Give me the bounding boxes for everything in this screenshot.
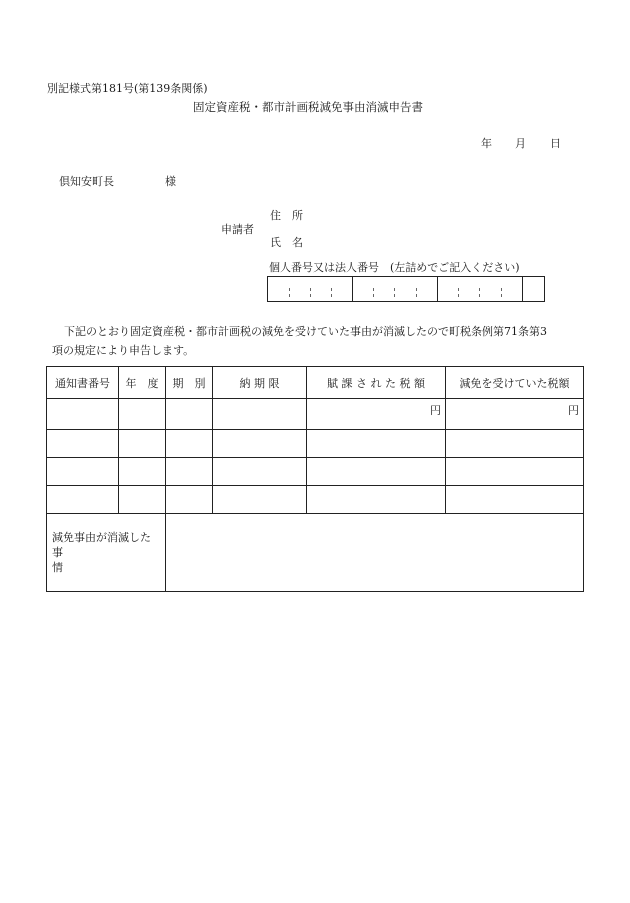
exempted-tax-cell[interactable] — [446, 486, 584, 514]
notice-number-cell[interactable] — [47, 430, 119, 458]
addressee-honorific: 様 — [165, 175, 176, 188]
digit-tick — [458, 288, 459, 297]
header-fiscal-year: 年 度 — [119, 367, 166, 399]
table-header-row — [47, 367, 584, 399]
reason-input-cell[interactable] — [166, 514, 584, 592]
reason-row — [47, 514, 584, 592]
applicant-label: 申請者 — [221, 223, 254, 236]
assessed-tax-cell[interactable] — [307, 430, 446, 458]
table-row — [47, 458, 584, 486]
fiscal-year-cell[interactable] — [119, 430, 166, 458]
id-number-field[interactable] — [267, 276, 545, 302]
reason-label-char-2: 情 — [52, 561, 63, 574]
header-exempted-tax: 減免を受けていた税額 — [446, 367, 584, 399]
header-notice-number: 通知書番号 — [47, 367, 119, 399]
installment-cell[interactable] — [166, 430, 213, 458]
date-day-label: 日 — [550, 137, 561, 150]
digit-group-divider — [522, 277, 523, 301]
form-title: 固定資産税・都市計画税減免事由消滅申告書 — [193, 100, 423, 114]
installment-cell[interactable] — [166, 399, 213, 430]
tax-table — [46, 366, 584, 592]
reason-label-cell — [47, 514, 166, 592]
reason-label-char-1: 事 — [52, 546, 63, 559]
form-reference: 別記様式第181号(第139条関係) — [47, 82, 208, 95]
fiscal-year-cell[interactable] — [119, 458, 166, 486]
table-row — [47, 486, 584, 514]
date-year-label: 年 — [481, 137, 492, 150]
exempted-tax-cell[interactable] — [446, 430, 584, 458]
installment-cell[interactable] — [166, 486, 213, 514]
assessed-tax-cell[interactable]: 円 — [307, 399, 446, 430]
table-row — [47, 430, 584, 458]
header-assessed-tax: 賦 課 さ れ た 税 額 — [307, 367, 446, 399]
digit-tick — [373, 288, 374, 297]
installment-cell[interactable] — [166, 458, 213, 486]
digit-group-divider — [352, 277, 353, 301]
body-text-line-2: 項の規定により申告します。 — [52, 344, 195, 357]
due-date-cell[interactable] — [213, 458, 307, 486]
digit-tick — [331, 288, 332, 297]
due-date-cell[interactable] — [213, 399, 307, 430]
date-month-label: 月 — [515, 137, 526, 150]
exempted-tax-cell[interactable] — [446, 458, 584, 486]
notice-number-cell[interactable] — [47, 399, 119, 430]
table-row — [47, 399, 584, 430]
digit-group-divider — [437, 277, 438, 301]
notice-number-cell[interactable] — [47, 458, 119, 486]
notice-number-cell[interactable] — [47, 486, 119, 514]
assessed-tax-cell[interactable] — [307, 458, 446, 486]
assessed-tax-cell[interactable] — [307, 486, 446, 514]
digit-tick — [394, 288, 395, 297]
due-date-cell[interactable] — [213, 486, 307, 514]
reason-label-line-2 — [52, 545, 165, 575]
address-label: 住 所 — [270, 209, 303, 222]
header-due-date: 納 期 限 — [213, 367, 307, 399]
digit-tick — [289, 288, 290, 297]
fiscal-year-cell[interactable] — [119, 486, 166, 514]
header-installment: 期 別 — [166, 367, 213, 399]
digit-tick — [310, 288, 311, 297]
name-label: 氏 名 — [270, 236, 303, 249]
fiscal-year-cell[interactable] — [119, 399, 166, 430]
digit-tick — [479, 288, 480, 297]
reason-label-line-1: 減免事由が消滅した — [52, 531, 151, 544]
digit-tick — [416, 288, 417, 297]
id-number-label: 個人番号又は法人番号 (左詰めでご記入ください) — [269, 261, 520, 274]
exempted-tax-cell[interactable]: 円 — [446, 399, 584, 430]
addressee-name: 倶知安町長 — [59, 175, 114, 188]
digit-tick — [501, 288, 502, 297]
body-text-line-1: 下記のとおり固定資産税・都市計画税の減免を受けていた事由が消滅したので町税条例第71条第3 — [64, 325, 547, 338]
due-date-cell[interactable] — [213, 430, 307, 458]
